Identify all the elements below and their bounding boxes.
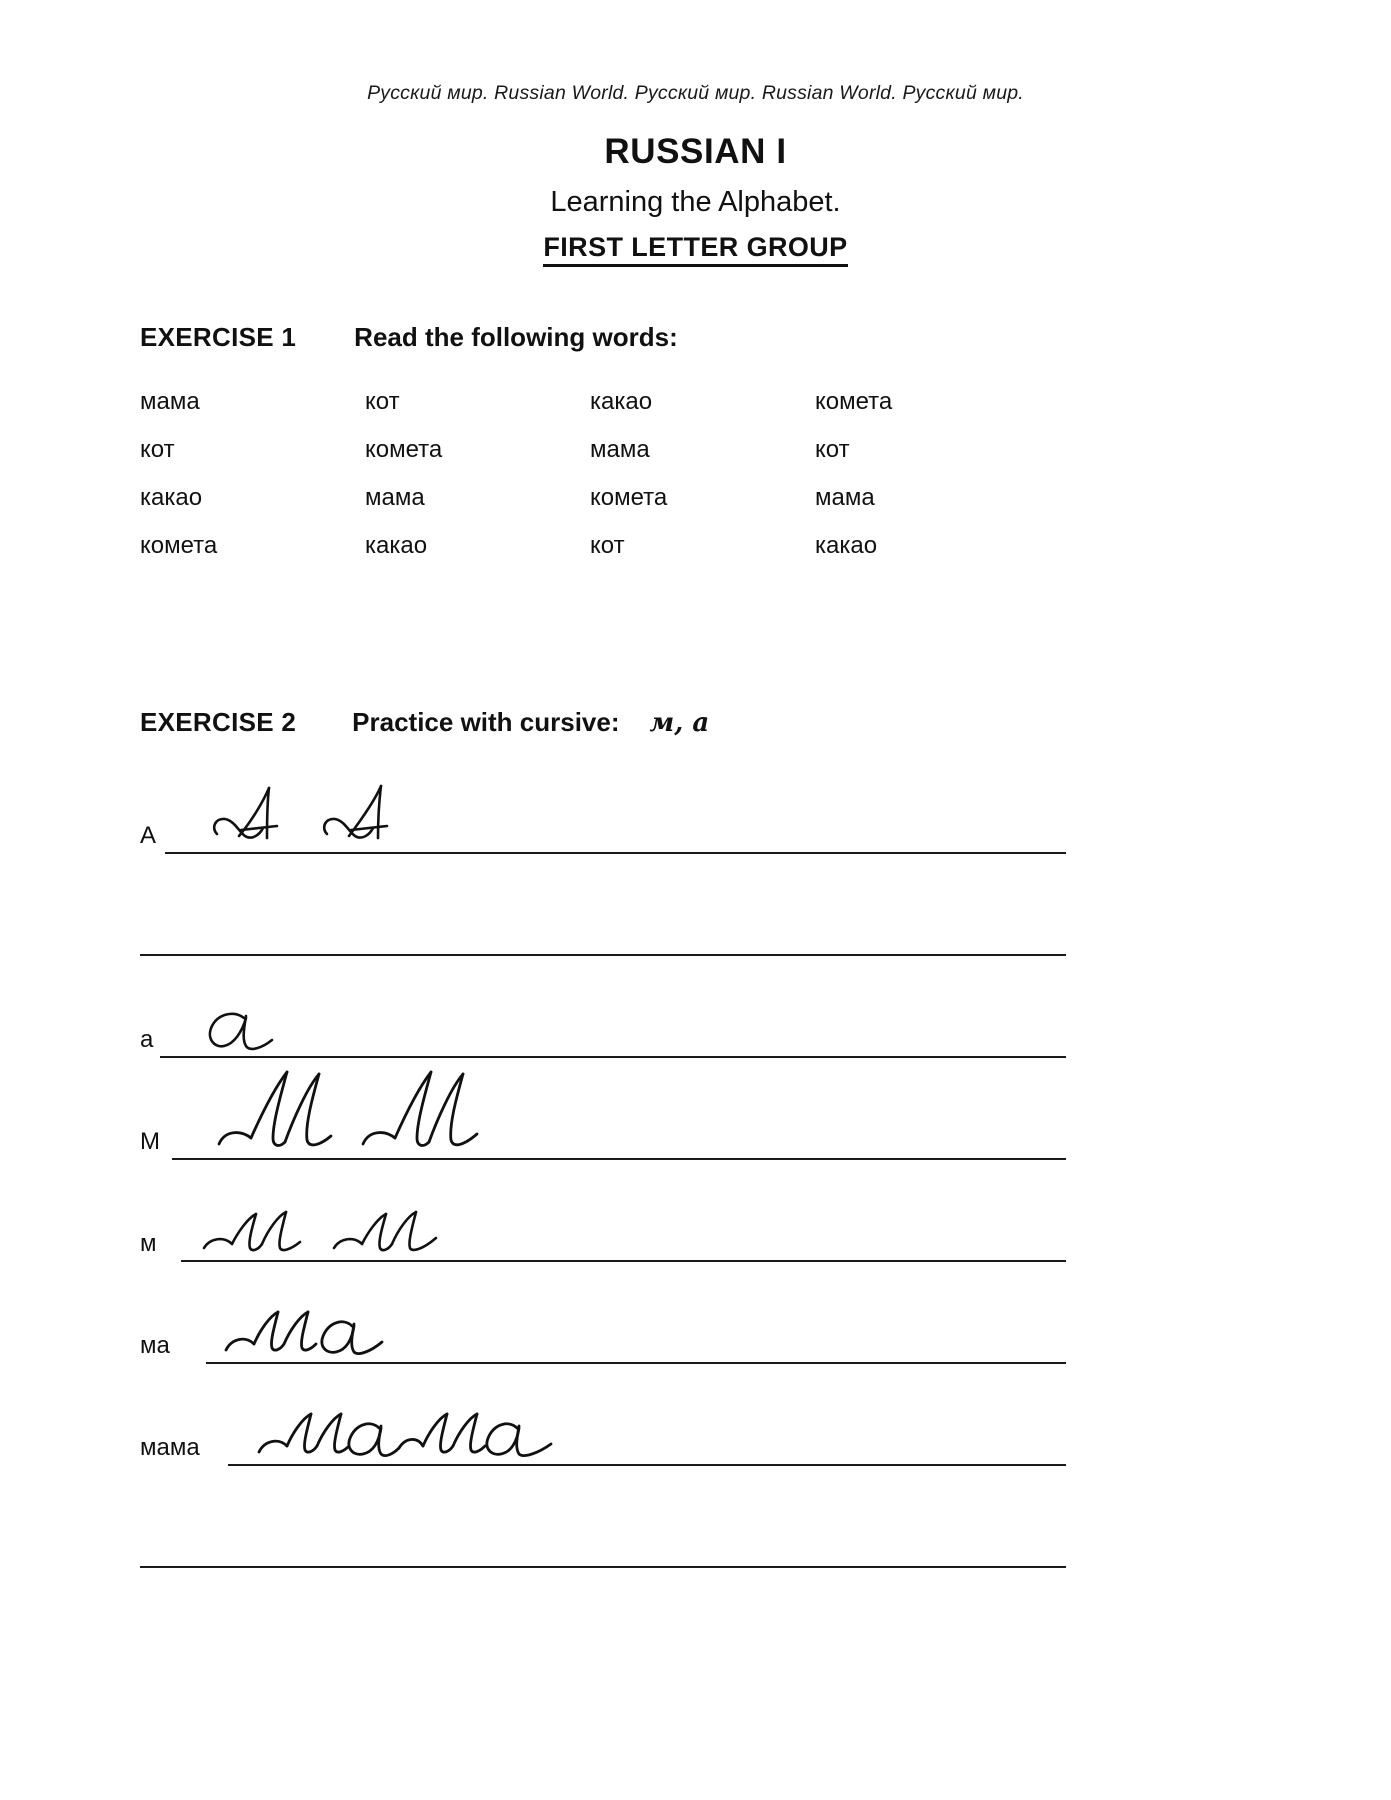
word-cell: мама [140, 388, 200, 415]
practice-row-label: а [140, 1026, 154, 1053]
running-header: Русский мир. Russian World. Русский мир. Russian World. Русский мир. [367, 82, 1024, 104]
word-cell: комета [365, 436, 443, 463]
group-heading-text: FIRST LETTER GROUP [543, 232, 847, 267]
practice-row[interactable] [0, 1262, 1391, 1364]
practice-row[interactable] [0, 956, 1391, 1058]
word-cell: какао [590, 388, 653, 415]
handwriting-sample-cap-m [215, 1068, 515, 1158]
word-row [140, 426, 1040, 474]
word-cell: какао [365, 532, 428, 559]
group-heading [0, 232, 1391, 263]
word-cell: комета [590, 484, 668, 511]
practice-row[interactable] [0, 752, 1391, 854]
exercise-2-cursive-letters: м, а [649, 708, 710, 738]
practice-row[interactable] [0, 1058, 1391, 1160]
practice-row[interactable] [0, 854, 1391, 956]
handwriting-sample-low-m [200, 1204, 480, 1260]
exercise-1-word-grid [140, 378, 1040, 570]
word-cell: мама [815, 484, 875, 511]
word-cell: какао [815, 532, 878, 559]
practice-row-label: ма [140, 1332, 170, 1359]
practice-row-label: мама [140, 1434, 200, 1461]
handwriting-sample-ma [222, 1302, 422, 1362]
handwriting-sample-mama [255, 1404, 575, 1464]
practice-row-label: м [140, 1230, 157, 1257]
handwriting-sample-cap-a [205, 782, 455, 852]
word-cell: комета [140, 532, 218, 559]
word-cell: какао [140, 484, 203, 511]
handwriting-sample-low-a [200, 996, 360, 1056]
word-cell: кот [140, 436, 175, 463]
practice-row-label: М [140, 1128, 160, 1155]
exercise-2-practice-area [0, 752, 1391, 1568]
exercise-1-label: EXERCISE 1 [140, 322, 297, 352]
practice-row-label: А [140, 822, 157, 849]
word-cell: мама [365, 484, 425, 511]
exercise-1-header [140, 322, 1140, 353]
word-row [140, 522, 1040, 570]
word-cell: мама [590, 436, 650, 463]
word-cell: кот [815, 436, 850, 463]
exercise-2-instruction: Practice with cursive: [352, 707, 620, 737]
practice-row[interactable] [0, 1160, 1391, 1262]
practice-row[interactable] [0, 1364, 1391, 1466]
practice-rule [140, 1566, 1066, 1568]
exercise-2-header [140, 707, 1140, 738]
word-cell: кот [590, 532, 625, 559]
page-title: RUSSIAN I [604, 132, 787, 171]
exercise-1-instruction: Read the following words: [354, 322, 678, 352]
practice-row[interactable] [0, 1466, 1391, 1568]
exercise-2-label: EXERCISE 2 [140, 707, 297, 737]
word-row [140, 474, 1040, 522]
word-cell: комета [815, 388, 893, 415]
word-cell: кот [365, 388, 400, 415]
page-subtitle: Learning the Alphabet. [550, 186, 841, 218]
word-row [140, 378, 1040, 426]
